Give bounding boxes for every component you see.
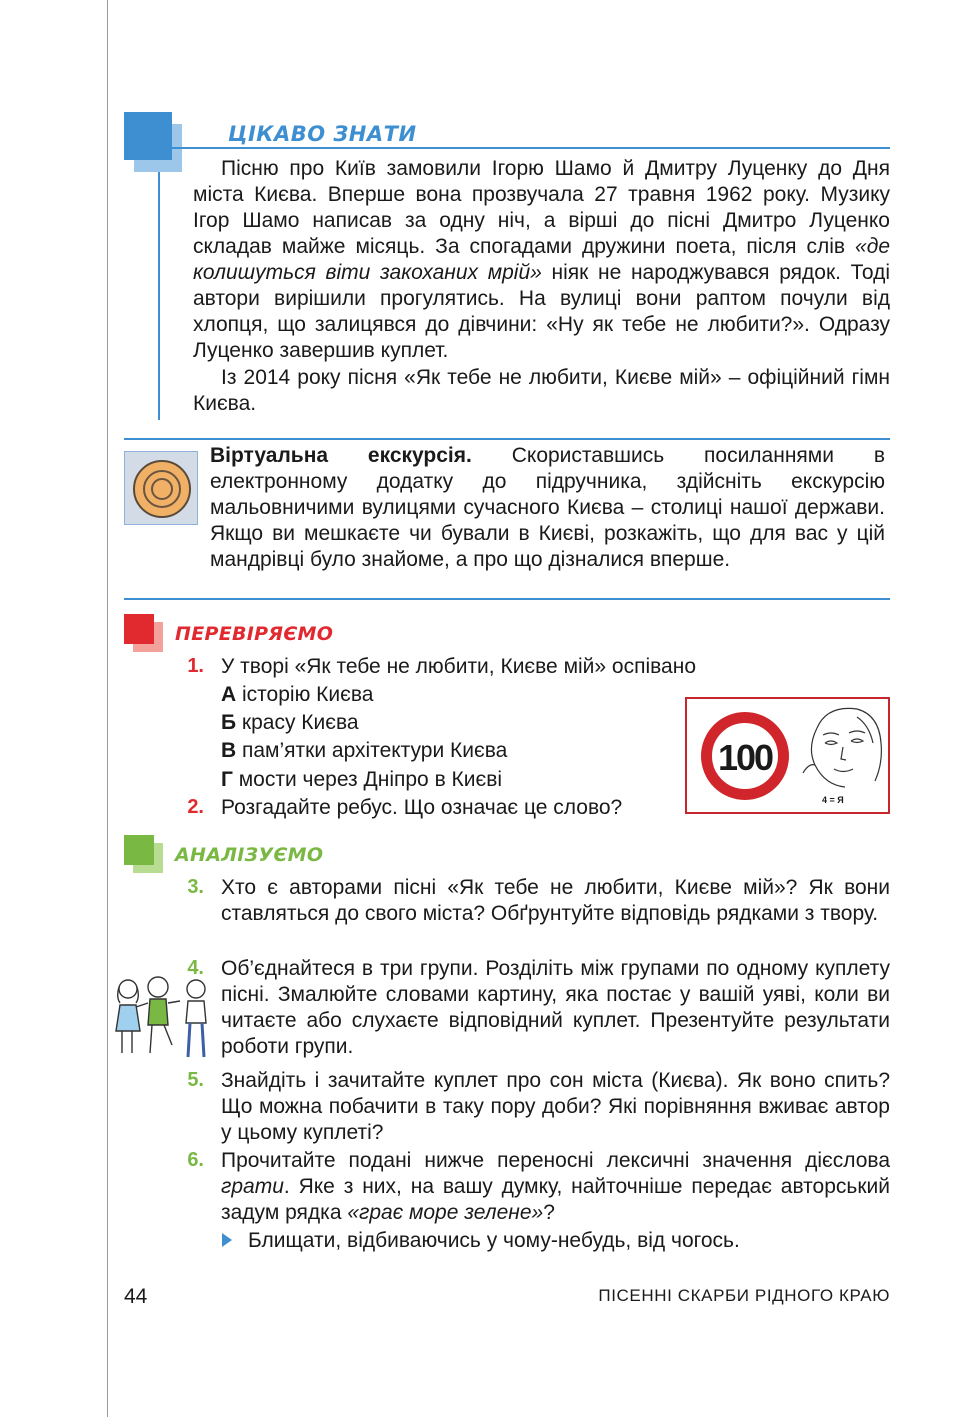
answer-option-d: Г мости через Дніпро в Києві	[221, 768, 503, 791]
answer-option-c: В пам’ятки архітектури Києва	[221, 739, 508, 762]
bullet-arrow-icon	[222, 1233, 232, 1247]
section-marker-red	[124, 614, 154, 644]
section-title-cikavo: ЦІКАВО ЗНАТИ	[228, 122, 417, 146]
excursion-rule-top	[124, 438, 890, 440]
excursion-text: Віртуальна екскурсія. Скориставшись посиланнями в електронному додатку до підручника, здійсніть екскурсію мальовничими вулицями сучасного Києва – столиці нашої держави. Якщо ви мешкаєте чи бували в Києві, розкажіть, що для вас у цій мандрівці було знайоме, а про що дізналися вперше.	[210, 444, 885, 571]
speed-limit-sign: 100	[701, 712, 789, 800]
question-3: Хто є авторами пісні «Як тебе не любити, Києве мій»? Як вони ставляться до свого міста? Обґрунтуйте відповідь рядками з твору.	[221, 876, 890, 925]
rebus-caption: 4 = Я	[822, 795, 844, 805]
cikavo-paragraph-1: Пісню про Київ замовили Ігорю Шамо й Дмитру Луценку до Дня міста Києва. Вперше вона прозвучала 27 травня 1962 року. Музику Ігор Шамо написав за одну ніч, а вірші до пісні Дмитро Луценко складав майже місяць. За спогадами дружини поета, після слів «де колишуться віти закоханих мрій» ніяк не народжувався рядок. Тоді автори вирішили прогулятись. На вулиці вони раптом почули від хлопця, що залицявся до дівчини: «Ну як тебе не любити?». Одразу Луценко завершив куплет.	[193, 157, 891, 362]
bullet-item: Блищати, відбиваючись у чому-небудь, від чогось.	[248, 1229, 740, 1252]
disc-icon	[124, 451, 198, 525]
question-number: 5.	[187, 1069, 204, 1091]
page-margin-line	[107, 0, 108, 1417]
running-footer-title: ПІСЕННІ СКАРБИ РІДНОГО КРАЮ	[598, 1286, 890, 1305]
question-number: 6.	[187, 1149, 204, 1171]
question-4: Об’єднайтеся в три групи. Розділіть між групами по одному куплету пісні. Змалюйте словами картину, яка постає у вашій уяві, коли ви читаєте або слухаєте відповідний куплет. Презентуйте результати роботи групи.	[221, 957, 890, 1058]
excursion-rule-bottom	[124, 598, 890, 600]
section-title-check: ПЕРЕВІРЯЄМО	[175, 623, 334, 645]
section-marker-green	[124, 835, 154, 865]
section-marker-blue	[124, 112, 172, 160]
page-number: 44	[124, 1285, 148, 1308]
question-number: 2.	[187, 796, 204, 818]
rebus-image	[685, 697, 890, 814]
cikavo-paragraph-2: Із 2014 року пісня «Як тебе не любити, Києве мій» – офіційний гімн Києва.	[193, 366, 890, 415]
question-1: У творі «Як тебе не любити, Києве мій» оспівано	[221, 655, 697, 678]
face-drawing	[797, 703, 887, 798]
section-rule	[172, 147, 890, 149]
answer-option-a: А історію Києва	[221, 683, 374, 706]
question-number: 1.	[187, 655, 204, 677]
question-6: Прочитайте подані нижче переносні лексичні значення дієслова грати. Яке з них, на вашу думку, найточніше передає авторський задум рядка «грає море зелене»?	[221, 1149, 890, 1224]
question-number: 3.	[187, 876, 204, 898]
children-illustration	[110, 975, 215, 1070]
section-vertical-line	[158, 172, 160, 420]
question-5: Знайдіть і зачитайте куплет про сон міста (Києва). Як воно спить? Що можна побачити в таку пору доби? Які порівняння вживає автор у цьому куплеті?	[221, 1069, 890, 1144]
answer-option-b: Б красу Києва	[221, 711, 359, 734]
question-2: Розгадайте ребус. Що означає це слово?	[221, 796, 623, 819]
section-title-analyze: АНАЛІЗУЄМО	[175, 844, 324, 866]
question-number: 4.	[187, 957, 204, 979]
